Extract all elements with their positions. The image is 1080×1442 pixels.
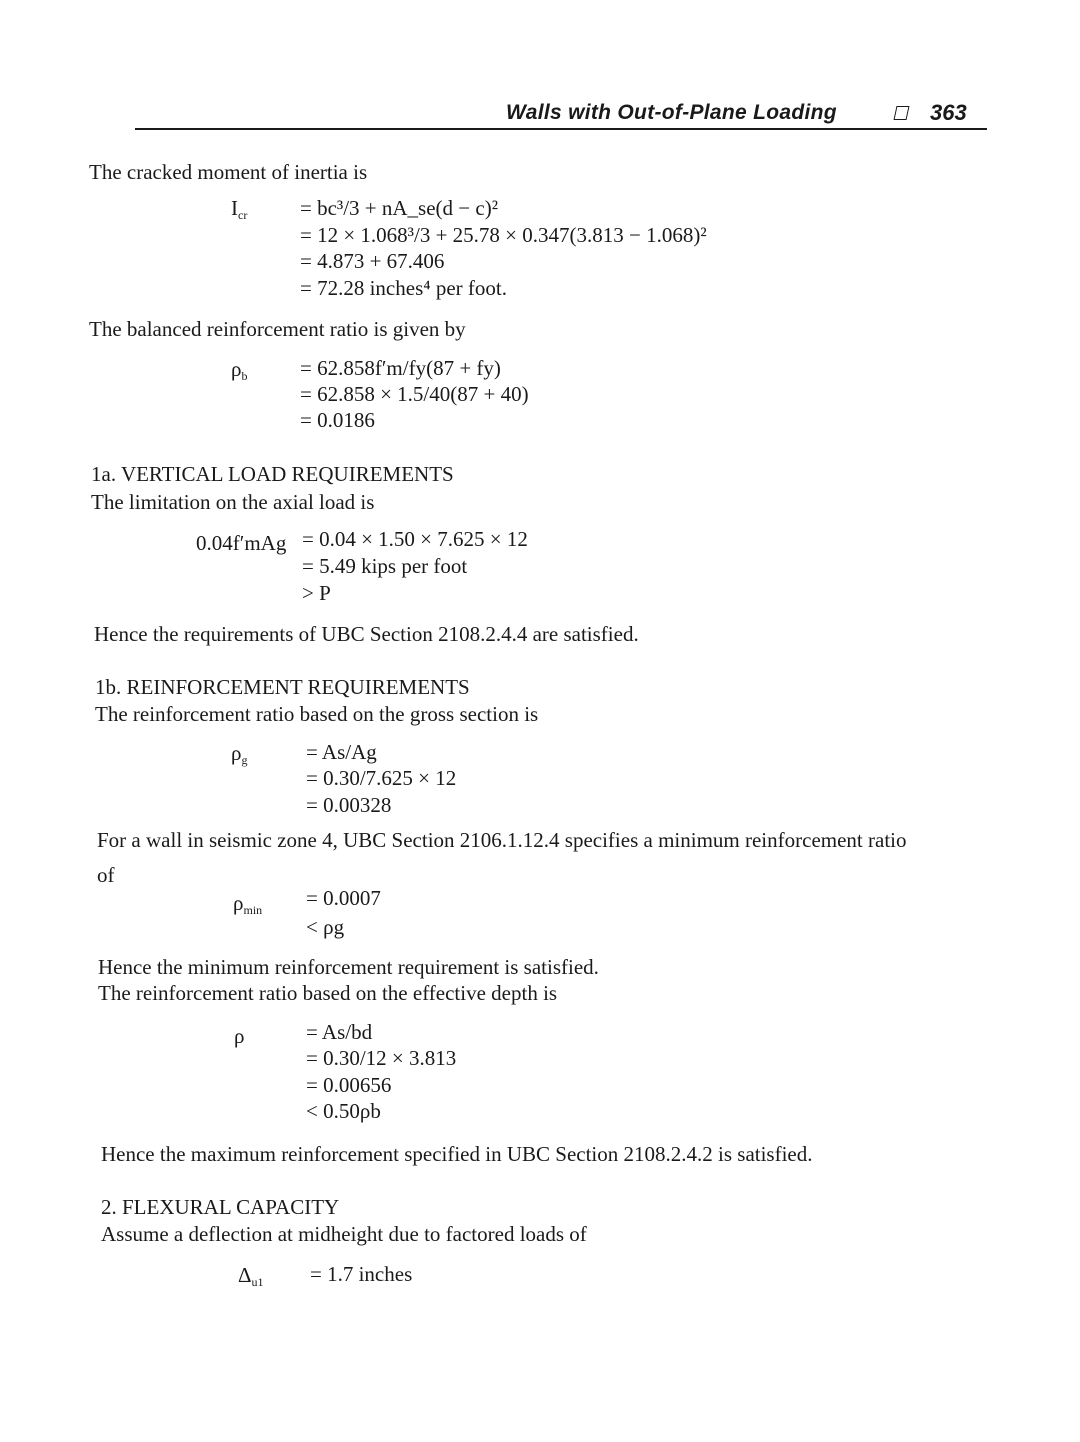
rho-line-1: = As/bd <box>306 1020 373 1044</box>
flexural-intro: Assume a deflection at midheight due to factored loads of <box>101 1222 587 1246</box>
cracked-moment-intro: The cracked moment of inertia is <box>89 160 368 184</box>
section-heading-1b: 1b. REINFORCEMENT REQUIREMENTS <box>95 675 470 699</box>
seismic-text-line-1: For a wall in seismic zone 4, UBC Section 2106.1.12.4 specifies a minimum reinforcement ratio <box>97 828 907 852</box>
rho-b-line-2: = 62.858 × 1.5/40(87 + 40) <box>300 382 529 406</box>
section-heading-1a: 1a. VERTICAL LOAD REQUIREMENTS <box>91 462 454 486</box>
header-title: Walls with Out-of-Plane Loading <box>506 101 837 124</box>
rho-g-line-1: = As/Ag <box>306 740 377 764</box>
max-reinforcement-conclusion: Hence the maximum reinforcement specified in UBC Section 2108.2.4.2 is satisfied. <box>101 1142 813 1166</box>
delta-line-1: = 1.7 inches <box>310 1262 413 1286</box>
running-header <box>0 0 1080 140</box>
symbol-rho-min: $\rho_{min}$ <box>233 891 263 917</box>
icr-line-2: = 12 × 1.068³/3 + 25.78 × 0.347(3.813 − 1.068)² <box>300 223 707 247</box>
header-rule <box>135 128 987 130</box>
square-bullet-icon <box>894 106 910 120</box>
symbol-delta-u1: $\Delta_{u1}$ <box>238 1263 264 1289</box>
min-reinforcement-conclusion: Hence the minimum reinforcement requirement is satisfied. <box>98 955 599 979</box>
symbol-rho-b: $\rho_b$ <box>231 357 248 383</box>
icr-line-3: = 4.873 + 67.406 <box>300 249 445 273</box>
rho-line-3: = 0.00656 <box>306 1073 392 1097</box>
vertical-load-conclusion: Hence the requirements of UBC Section 2108.2.4.4 are satisfied. <box>94 622 639 646</box>
rho-min-line-1: = 0.0007 <box>306 886 381 910</box>
section-heading-2: 2. FLEXURAL CAPACITY <box>101 1195 340 1219</box>
icr-line-4: = 72.28 inches⁴ per foot. <box>300 276 507 300</box>
reinforcement-intro: The reinforcement ratio based on the gross section is <box>95 702 539 726</box>
axial-line-1: = 0.04 × 1.50 × 7.625 × 12 <box>302 527 528 551</box>
rho-min-line-2: < ρg <box>306 915 345 939</box>
balanced-ratio-intro: The balanced reinforcement ratio is given by <box>89 317 466 341</box>
effective-depth-intro: The reinforcement ratio based on the effective depth is <box>98 981 558 1005</box>
symbol-axial-limit: 0.04f′mAg <box>196 531 287 555</box>
page-number: 363 <box>930 100 967 125</box>
symbol-rho: ρ <box>234 1024 245 1048</box>
rho-line-2: = 0.30/12 × 3.813 <box>306 1046 457 1070</box>
rho-b-line-3: = 0.0186 <box>300 408 375 432</box>
axial-line-2: = 5.49 kips per foot <box>302 554 468 578</box>
axial-line-3: > P <box>302 581 331 605</box>
rho-line-4: < 0.50ρb <box>306 1099 381 1123</box>
seismic-text-line-2: of <box>97 863 115 887</box>
icr-line-1: = bc³/3 + nA_se(d − c)² <box>300 196 498 220</box>
rho-g-line-2: = 0.30/7.625 × 12 <box>306 766 457 790</box>
vertical-load-intro: The limitation on the axial load is <box>91 490 375 514</box>
symbol-rho-g: $\rho_g$ <box>231 741 248 767</box>
rho-g-line-3: = 0.00328 <box>306 793 392 817</box>
rho-b-line-1: = 62.858f′m/fy(87 + fy) <box>300 356 501 380</box>
symbol-icr: $I_{cr}$ <box>231 196 248 222</box>
